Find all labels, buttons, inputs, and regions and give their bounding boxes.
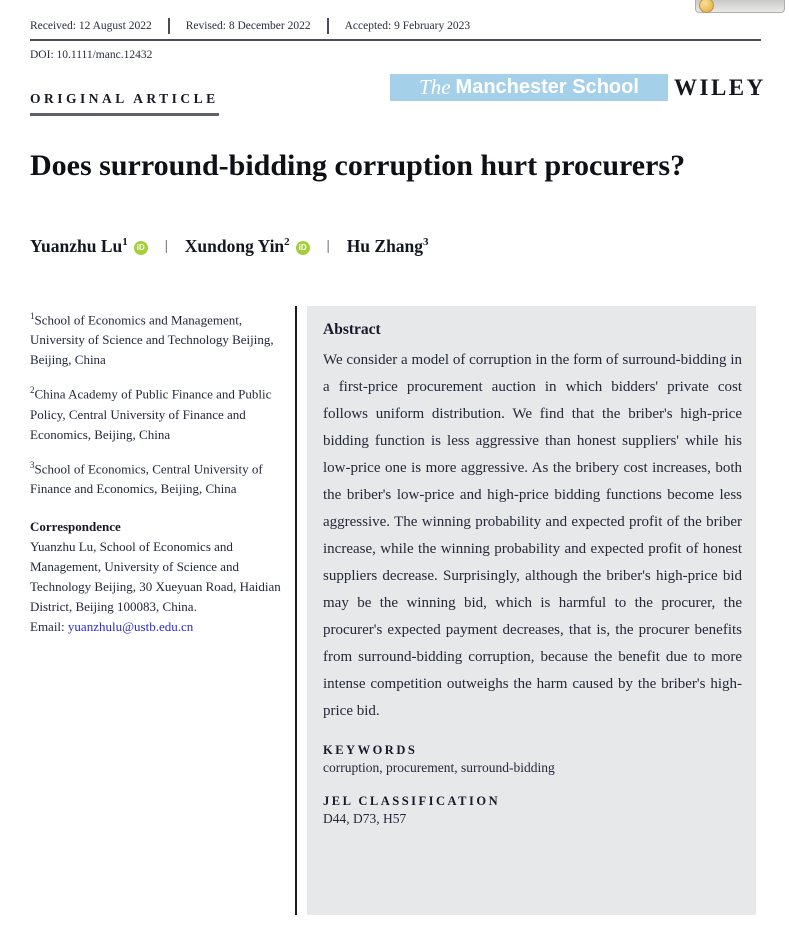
- accepted-date: Accepted: 9 February 2023: [344, 20, 471, 32]
- email-label: Email:: [30, 618, 68, 634]
- doi-text: DOI: 10.1111/manc.12432: [30, 49, 153, 61]
- received-date: Received: 12 August 2022: [30, 20, 152, 32]
- column-divider: [295, 306, 297, 915]
- authors-row: [30, 236, 429, 257]
- orcid-icon[interactable]: iD: [134, 241, 148, 255]
- browser-toolbar-fragment[interactable]: [695, 0, 785, 13]
- author-1-affiliation-mark: 1: [122, 236, 128, 249]
- author-3-affiliation-mark: 3: [423, 236, 429, 249]
- wiley-logo: WILEY: [674, 75, 766, 100]
- author-1: [30, 236, 148, 257]
- affiliation-3-mark: 3: [30, 459, 35, 470]
- correspondence-heading: Correspondence: [30, 518, 121, 534]
- affiliation-1-text: School of Economics and Management, University of Science and Technology Beijing, Beijing, China: [30, 312, 274, 368]
- left-column: [30, 306, 288, 637]
- keywords-list: corruption, procurement, surround-bidding: [323, 760, 555, 775]
- author-1-name: Yuanzhu Lu: [30, 236, 123, 256]
- affiliation-1: [30, 306, 288, 370]
- affiliation-2-mark: 2: [30, 385, 35, 396]
- date-divider: [168, 18, 170, 34]
- affiliation-2-text: China Academy of Public Finance and Public Policy, Central University of Finance and Economics, Beijing, China: [30, 386, 272, 442]
- journal-logo-name: Manchester School: [455, 76, 639, 98]
- correspondence-body: [30, 537, 288, 637]
- date-divider: [327, 18, 329, 34]
- affiliation-2: [30, 380, 288, 444]
- keywords-heading: KEYWORDS: [323, 743, 418, 757]
- abstract-heading: Abstract: [323, 321, 381, 338]
- revised-date: Revised: 8 December 2022: [185, 20, 311, 32]
- toolbar-badge-icon[interactable]: [699, 0, 714, 13]
- email-link[interactable]: yuanzhulu@ustb.edu.cn: [67, 618, 194, 634]
- author-2: [185, 236, 310, 257]
- journal-logo-the: The: [419, 75, 451, 99]
- affiliation-3-text: School of Economics, Central University of Finance and Economics, Beijing, China: [30, 460, 263, 496]
- abstract-panel: [307, 306, 756, 915]
- jel-codes: D44, D73, H57: [323, 811, 407, 826]
- journal-logo: [390, 74, 668, 101]
- author-separator: |: [164, 238, 168, 254]
- paper-title: Does surround-bidding corruption hurt procurers?: [30, 149, 686, 182]
- orcid-icon[interactable]: iD: [296, 241, 310, 255]
- author-2-affiliation-mark: 2: [284, 236, 290, 249]
- article-type-label: ORIGINAL ARTICLE: [30, 91, 219, 116]
- dates-row: [30, 18, 470, 34]
- abstract-body: We consider a model of corruption in the form of surround-bidding in a first-price procurement auction in which bidders' private cost follows uniform distribution. We find that the briber's high-price bidding function is less aggressive than honest suppliers' while his low-price one is more aggressive. As the bribery cost increases, both the briber's low-price and high-price bidding functions become less aggressive. The winning probability and expected profit of the briber increase, while the winning probability and expected profit of honest suppliers decrease. Surprisingly, although the briber's high-price bid may be the winning bid, which is harmful to the procurer, the procurer's expected payment decreases, that is, the procurer benefits from surround-bidding corruption, because the benefit due to more intense competition outweighs the harm caused by the briber's high-price bid.: [323, 352, 742, 719]
- jel-heading: JEL CLASSIFICATION: [323, 794, 501, 808]
- correspondence-address: Yuanzhu Lu, School of Economics and Management, University of Science and Technology Beijing, 30 Xueyuan Road, Haidian District, Beijing 100083, China.: [30, 538, 281, 614]
- affiliation-1-mark: 1: [30, 311, 35, 321]
- header-rule: [30, 39, 761, 41]
- author-separator: |: [326, 238, 330, 254]
- author-3: [347, 236, 429, 257]
- author-3-name: Hu Zhang: [346, 236, 424, 256]
- author-2-name: Xundong Yin: [184, 236, 285, 256]
- affiliation-3: [30, 455, 288, 499]
